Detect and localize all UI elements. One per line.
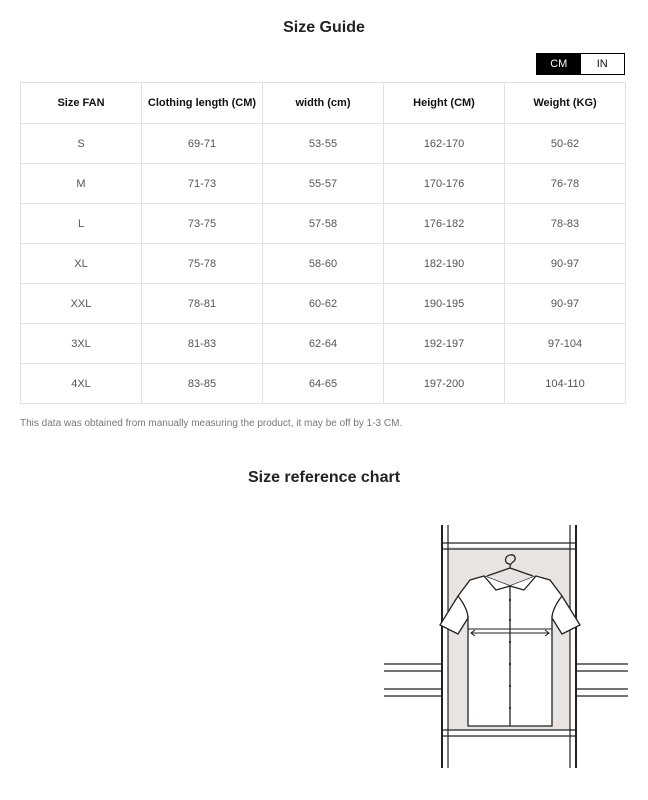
cell-width: 53-55 — [263, 124, 384, 164]
cell-clothing-length: 69-71 — [142, 124, 263, 164]
cell-height: 170-176 — [384, 164, 505, 204]
cell-height: 176-182 — [384, 204, 505, 244]
column-header-clothing-length: Clothing length (CM) — [142, 83, 263, 124]
cell-width: 57-58 — [263, 204, 384, 244]
unit-in-button[interactable]: IN — [581, 54, 625, 74]
table-row — [21, 284, 626, 324]
cell-size: XXL — [21, 284, 142, 324]
cell-weight: 50-62 — [505, 124, 626, 164]
cell-clothing-length: 83-85 — [142, 364, 263, 404]
table-row — [21, 244, 626, 284]
table-row — [21, 364, 626, 404]
cell-clothing-length: 78-81 — [142, 284, 263, 324]
cell-height: 192-197 — [384, 324, 505, 364]
shirt-reference-illustration — [384, 520, 628, 768]
column-header-size: Size FAN — [21, 83, 142, 124]
column-header-width: width (cm) — [263, 83, 384, 124]
page-title: Size Guide — [283, 19, 365, 36]
cell-height: 182-190 — [384, 244, 505, 284]
section-title-size-reference: Size reference chart — [247, 469, 401, 486]
unit-cm-button[interactable]: CM — [537, 54, 581, 74]
column-header-height: Height (CM) — [384, 83, 505, 124]
table-row — [21, 324, 626, 364]
cell-size: 3XL — [21, 324, 142, 364]
cell-clothing-length: 71-73 — [142, 164, 263, 204]
cell-height: 190-195 — [384, 284, 505, 324]
cell-clothing-length: 73-75 — [142, 204, 263, 244]
cell-width: 60-62 — [263, 284, 384, 324]
cell-width: 58-60 — [263, 244, 384, 284]
cell-weight: 104-110 — [505, 364, 626, 404]
cell-size: M — [21, 164, 142, 204]
cell-clothing-length: 81-83 — [142, 324, 263, 364]
cell-width: 55-57 — [263, 164, 384, 204]
cell-height: 162-170 — [384, 124, 505, 164]
cell-width: 64-65 — [263, 364, 384, 404]
cell-weight: 97-104 — [505, 324, 626, 364]
cell-width: 62-64 — [263, 324, 384, 364]
cell-size: S — [21, 124, 142, 164]
table-row — [21, 164, 626, 204]
rail-right — [576, 664, 628, 696]
size-table — [20, 82, 626, 404]
cell-size: XL — [21, 244, 142, 284]
rail-left — [384, 664, 442, 696]
cell-clothing-length: 75-78 — [142, 244, 263, 284]
table-row — [21, 204, 626, 244]
cell-weight: 76-78 — [505, 164, 626, 204]
cell-weight: 90-97 — [505, 284, 626, 324]
table-header-row — [21, 83, 626, 124]
column-header-weight: Weight (KG) — [505, 83, 626, 124]
cell-weight: 90-97 — [505, 244, 626, 284]
cell-height: 197-200 — [384, 364, 505, 404]
cell-weight: 78-83 — [505, 204, 626, 244]
cell-size: 4XL — [21, 364, 142, 404]
cell-size: L — [21, 204, 142, 244]
measurement-note: This data was obtained from manually measuring the product, it may be off by 1-3 CM. — [20, 418, 403, 429]
table-row — [21, 124, 626, 164]
unit-toggle — [536, 53, 625, 75]
